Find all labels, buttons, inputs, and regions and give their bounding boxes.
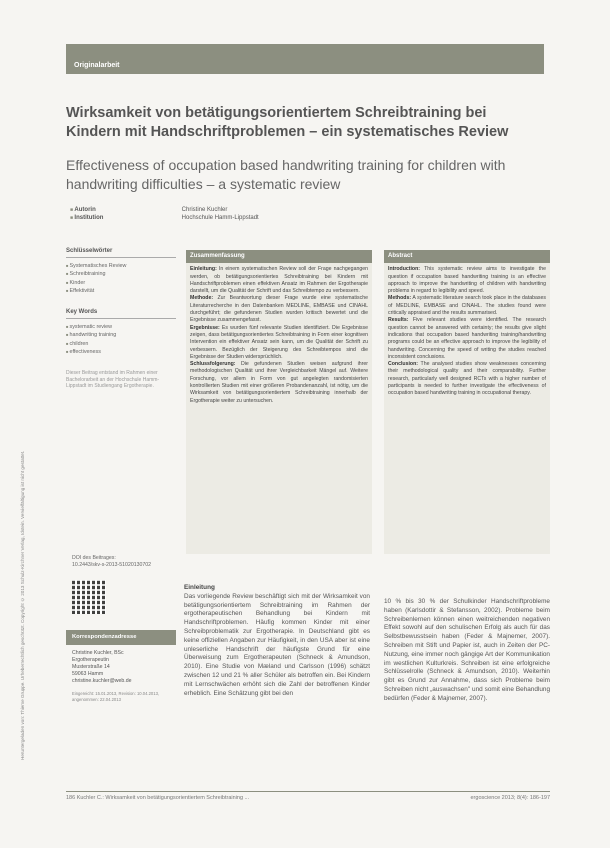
institution-label: ■ Institution: [70, 214, 180, 222]
title-german: Wirksamkeit von betätigungsorientiertem Schreibtraining bei Kindern mit Handschriftproblemen – ein systematisches Review: [66, 105, 509, 140]
abstract-german: [186, 250, 372, 554]
text: A systematic literature search took place in the databases of MEDLINE, EMBASE and CINAHL. The studies found were critically appraised and the results summarised.: [388, 295, 546, 317]
keyword-item: ■ Effektivität: [66, 287, 176, 295]
author-value: Christine Kuchler: [181, 207, 228, 213]
body-column-right: [384, 598, 550, 704]
abstract-de-heading: Zusammenfassung: [186, 250, 372, 263]
keyword-item: ■ children: [66, 340, 176, 348]
submission-dates: Eingereicht: 15.01.2013, Revision: 10.04.2013, angenommen: 22.04.2013: [72, 691, 160, 702]
text: Es wurden fünf relevante Studien identifiziert. Die Ergebnisse zeigen, dass betätigungsorientiertes Schreibtraining in Form einer kognitiven Intervention ein effektiver Ansatz sein kann, um die Qualität der Schrift zu verbessern. Bezüglich der Steigerung des Schreibtempos sind die Ergebnisse der Studien widersprüchlich.: [190, 324, 368, 360]
keyword-item: ■ effectiveness: [66, 348, 176, 356]
text: This systematic review aims to investigate the question if occupation based handwriting training is an effective approach to improve the handwriting of children with handwriting problems in regard to legibility and speed.: [388, 266, 546, 295]
label: Results:: [388, 317, 409, 324]
doi-value[interactable]: 10.2443/skv-s-2013-51020130702: [72, 562, 152, 568]
author-row: [70, 206, 259, 214]
abstract-english: [384, 250, 550, 554]
section-tag-label: Originalarbeit: [74, 62, 120, 69]
keyword-item: ■ Systematisches Review: [66, 262, 176, 270]
section-tag-bar: [66, 44, 544, 74]
label: Methods:: [388, 295, 412, 302]
keywords-de-list: [66, 262, 176, 295]
text: Five relevant studies were identified. The research question cannot be answered with certainty; the results give slight indications that occupation based handwriting training/handwriting programs could be an effective approach to improve the legibility of handwriting. Concerning the speed of writing the studies reached inconsistent conclusions.: [388, 317, 546, 360]
abstract-en-intro: [388, 266, 546, 295]
footer-right: ergoscience 2013; 8(4): 186-197: [470, 795, 550, 801]
author-label: ■ Autorin: [70, 206, 180, 214]
keywords-sidebar: [66, 246, 176, 400]
title-english: Effectiveness of occupation based handwriting training for children with handwriting difficulties – a systematic review: [66, 157, 506, 192]
copyright-side-note: Heruntergeladen von: Thieme Gruppe. Urheberrechtlich geschützt. Copyright © 2013 Schulz-Kirchner Verlag, Idstein. Vervielfältigung ist nicht gestattet.: [20, 450, 25, 760]
correspondence-address: [66, 650, 176, 685]
label: Methode:: [190, 295, 214, 302]
institution-value: Hochschule Hamm-Lippstadt: [181, 215, 259, 221]
label: Introduction:: [388, 266, 420, 273]
abstract-de-intro: [190, 266, 368, 295]
article-meta: [70, 206, 259, 222]
keyword-item: ■ Kinder: [66, 279, 176, 287]
text: In einem systematischen Review soll der Frage nachgegangen werden, ob betätigungsorientiertes Schreibtraining bei Kindern mit Handschriftproblemen einen effektiven Ansatz im Rahmen der Ergotherapie darstellt, um die Qualität der Schrift und das Schreibtempo zu verbessern.: [190, 266, 368, 295]
text: Zur Beantwortung dieser Frage wurde eine systematische Literaturrecherche in den Datenbanken MEDLINE, EMBASE und CINAHL durchgeführt; die gefundenen Studien wurden kritisch bewertet und die Ergebnisse zusammengefasst.: [190, 295, 368, 324]
abstract-en-heading: Abstract: [384, 250, 550, 263]
qr-code[interactable]: [72, 580, 106, 614]
keyword-item: ■ handwriting training: [66, 331, 176, 339]
label: Ergebnisse:: [190, 324, 220, 331]
doi-block: [72, 555, 151, 569]
address-line: Musterstraße 14: [72, 664, 110, 670]
correspondence-box: [66, 630, 176, 702]
institution-row: [70, 214, 259, 222]
abstract-de-methods: [190, 295, 368, 324]
doi-label: DOI des Beitrages:: [72, 555, 116, 561]
abstract-de-results: [190, 325, 368, 361]
footer-left: 186 Kuchler C.: Wirksamkeit von betätigungsorientiertem Schreibtraining ...: [66, 795, 250, 801]
keyword-item: ■ Schreibtraining: [66, 270, 176, 278]
abstract-de-conclusion: [190, 361, 368, 405]
address-line: Christine Kuchler, BSc: [72, 650, 124, 656]
abstract-en-conclusion: [388, 361, 546, 397]
abstract-en-results: [388, 317, 546, 361]
keyword-item: ■ systematic review: [66, 323, 176, 331]
text: Die gefundenen Studien weisen aufgrund ihrer methodologischen Qualität und ihrer Vergleichbarkeit Mängel auf. Weitere Forschung, vor allem in Form von gut angelegten randomisierten kontrollierten Studien mit einer größeren Probandenanzahl, ist nötig, um die Wirksamkeit von betätigungsorientiertem Schreibtraining innerhalb der Ergotherapie weiter zu untersuchen.: [190, 361, 368, 404]
thesis-note: Dieser Beitrag entstand im Rahmen einer Bachelorarbeit an der Hochschule Hamm-Lippstadt im Studiengang Ergotherapie.: [66, 370, 160, 390]
intro-heading: Einleitung: [184, 584, 215, 591]
label: Schlussfolgerung:: [190, 361, 236, 368]
label: Conclusion:: [388, 361, 418, 368]
label: Einleitung:: [190, 266, 217, 273]
email-link[interactable]: christine.kuchler@web.de: [72, 678, 132, 684]
body-column-left: [184, 584, 370, 698]
abstract-en-methods: [388, 295, 546, 317]
page-footer: [66, 791, 550, 801]
keywords-en-heading: Key Words: [66, 309, 176, 319]
text: The analysed studies show weaknesses concerning their methodological quality and their comparability. Further research, particularly well designed RCTs with a higher number of participants is needed to further investigate the effectiveness of occupation based handwriting training in occupational therapy.: [388, 361, 546, 397]
address-line: 59063 Hamm: [72, 671, 104, 677]
body-text: 10 % bis 30 % der Schulkinder Handschriftprobleme haben (Karlsdottir & Stefansson, 2002). Probleme beim Schreibenlernen können einen weitreichenden negativen Effekt sowohl auf den schulischen Erfolg als auch für das Selbstbewusstsein haben (Feder & Majnemer, 2007). Schreiben mit Stift und Papier ist, auch in Zeiten der PC-Nutzung, eine immer noch gängige Art der Kommunikation im westlichen Kulturkreis. Schreiben ist eine erfolgreiche Schlüsselrolle (Schneck & Amundson, 2010). Weiterhin gibt es Grund zur Annahme, dass sich Probleme beim Schreiben nicht „auswachsen" und somit eine Behandlung bedürfen (Feder & Majnemer, 2007).: [384, 598, 550, 702]
address-line: Ergotherapeutin: [72, 657, 109, 663]
keywords-en-list: [66, 323, 176, 356]
keywords-de-heading: Schlüsselwörter: [66, 248, 176, 258]
correspondence-heading: Korrespondenzadresse: [66, 630, 176, 645]
body-text: Das vorliegende Review beschäftigt sich mit der Wirksamkeit von betätigungsorientiertem Schreibtraining im Rahmen der ergotherapeutischen Behandlung bei Kindern mit Handschriftproblemen. Häufig kommen Kinder mit einer Schreibproblematik zur Ergotherapie. In Deutschland gibt es keine offiziellen Angaben zur Häufigkeit, in den USA aber ist eine unleserliche Handschrift der häufigste Grund für eine Überweisung zum Ergotherapeuten (Schneck & Amundson, 2010). Eine Studie von Mæland und Carlsson (1996) schätzt zwischen 12 und 21 % aller Schüler als betroffen ein. Bei Kindern mit Lernschwächen erhöht sich die Zahl der betroffenen Kinder erheblich. Eine Schätzung gibt bei den: [184, 592, 370, 697]
